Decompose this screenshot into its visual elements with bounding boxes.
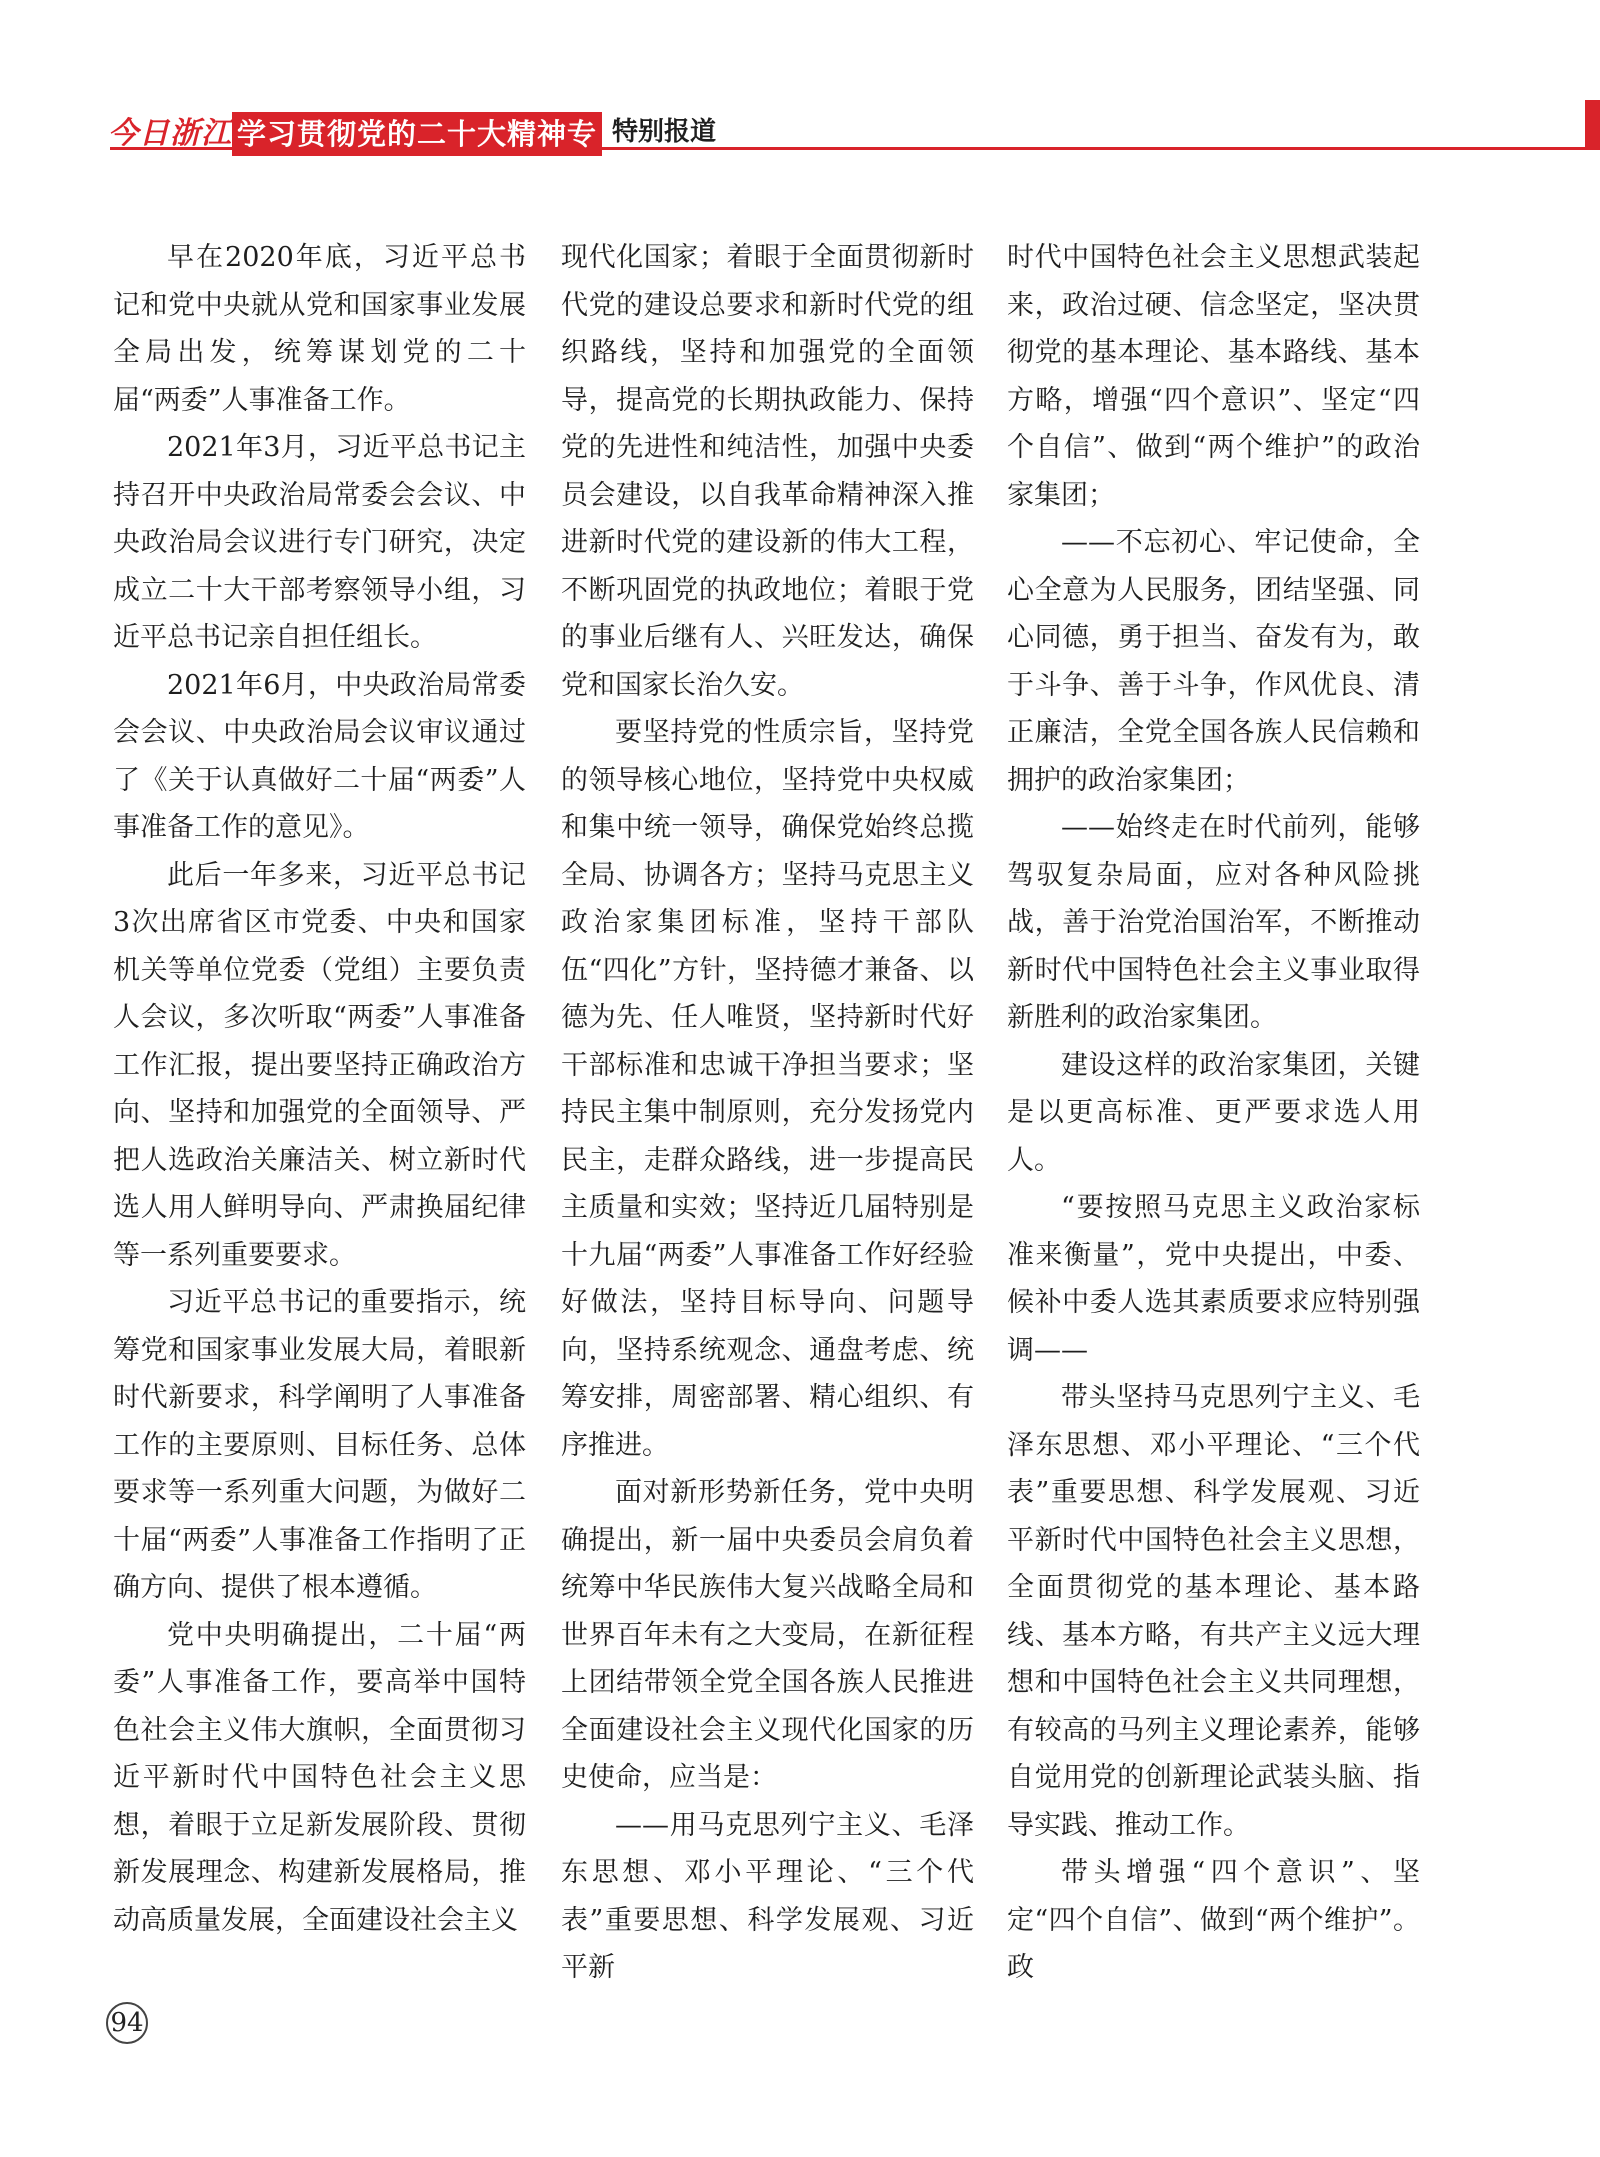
special-issue-banner: 学习贯彻党的二十大精神专辑 [232, 112, 602, 156]
text-column-1 [113, 234, 526, 1944]
paragraph: 习近平总书记的重要指示，统筹党和国家事业发展大局，着眼新时代新要求，科学阐明了人事准备工作的主要原则、目标任务、总体要求等一系列重大问题，为做好二十届“两委”人事准备工作指明了正确方向、提供了根本遵循。 [113, 1287, 526, 1603]
paragraph: 建设这样的政治家集团，关键是以更高标准、更严要求选人用人。 [1007, 1049, 1420, 1176]
paragraph: 面对新形势新任务，党中央明确提出，新一届中央委员会肩负着统筹中华民族伟大复兴战略全局和世界百年未有之大变局，在新征程上团结带领全党全国各族人民推进全面建设社会主义现代化国家的历史使命，应当是： [561, 1477, 974, 1793]
paragraph: 2021年6月，中央政治局常委会会议、中央政治局会议审议通过了《关于认真做好二十届“两委”人事准备工作的意见》。 [113, 669, 526, 843]
text-column-3 [1007, 234, 1420, 1992]
paragraph: 带头坚持马克思列宁主义、毛泽东思想、邓小平理论、“三个代表”重要思想、科学发展观、习近平新时代中国特色社会主义思想，全面贯彻党的基本理论、基本路线、基本方略，有共产主义远大理想和中国特色社会主义共同理想，有较高的马列主义理论素养，能够自觉用党的创新理论武装头脑、指导实践、推动工作。 [1007, 1382, 1420, 1841]
paragraph: 带头增强“四个意识”、坚定“四个自信”、做到“两个维护”。政 [1007, 1857, 1420, 1983]
text-column-2 [561, 234, 974, 1992]
paragraph-continued: 时代中国特色社会主义思想武装起来，政治过硬、信念坚定，坚决贯彻党的基本理论、基本路线、基本方略，增强“四个意识”、坚定“四个自信”、做到“两个维护”的政治家集团； [1007, 242, 1420, 511]
paragraph: ——始终走在时代前列，能够驾驭复杂局面，应对各种风险挑战，善于治党治国治军，不断推动新时代中国特色社会主义事业取得新胜利的政治家集团。 [1007, 812, 1420, 1033]
paragraph: 2021年3月，习近平总书记主持召开中央政治局常委会会议、中央政治局会议进行专门研究，决定成立二十大干部考察领导小组，习近平总书记亲自担任组长。 [113, 432, 526, 653]
paragraph: “要按照马克思主义政治家标准来衡量”，党中央提出，中委、候补中委人选其素质要求应特别强调—— [1007, 1192, 1420, 1366]
paragraph: ——用马克思列宁主义、毛泽东思想、邓小平理论、“三个代表”重要思想、科学发展观、习近平新 [561, 1809, 974, 1983]
header-corner-bar [1585, 100, 1600, 150]
paragraph-continued: 现代化国家；着眼于全面贯彻新时代党的建设总要求和新时代党的组织路线，坚持和加强党的全面领导，提高党的长期执政能力、保持党的先进性和纯洁性，加强中央委员会建设，以自我革命精神深入推进新时代党的建设新的伟大工程，不断巩固党的执政地位；着眼于党的事业后继有人、兴旺发达，确保党和国家长治久安。 [561, 242, 974, 701]
paragraph: 此后一年多来，习近平总书记3次出席省区市党委、中央和国家机关等单位党委（党组）主要负责人会议，多次听取“两委”人事准备工作汇报，提出要坚持正确政治方向、坚持和加强党的全面领导、严把人选政治关廉洁关、树立新时代选人用人鲜明导向、严肃换届纪律等一系列重要要求。 [113, 859, 526, 1271]
paragraph: 早在2020年底，习近平总书记和党中央就从党和国家事业发展全局出发，统筹谋划党的二十届“两委”人事准备工作。 [113, 242, 526, 416]
page-number: 94 [106, 2002, 148, 2044]
paragraph: ——不忘初心、牢记使命，全心全意为人民服务，团结坚强、同心同德，勇于担当、奋发有为，敢于斗争、善于斗争，作风优良、清正廉洁，全党全国各族人民信赖和拥护的政治家集团； [1007, 527, 1420, 796]
section-label: 特别报道 [612, 117, 717, 147]
paragraph: 党中央明确提出，二十届“两委”人事准备工作，要高举中国特色社会主义伟大旗帜，全面贯彻习近平新时代中国特色社会主义思想，着眼于立足新发展阶段、贯彻新发展理念、构建新发展格局，推动高质量发展，全面建设社会主义 [113, 1619, 526, 1936]
magazine-logo: 今日浙江 [108, 116, 232, 151]
paragraph: 要坚持党的性质宗旨，坚持党的领导核心地位，坚持党中央权威和集中统一领导，确保党始终总揽全局、协调各方；坚持马克思主义政治家集团标准，坚持干部队伍“四化”方针，坚持德才兼备、以德为先、任人唯贤，坚持新时代好干部标准和忠诚干净担当要求；坚持民主集中制原则，充分发扬党内民主，走群众路线，进一步提高民主质量和实效；坚持近几届特别是十九届“两委”人事准备工作好经验好做法，坚持目标导向、问题导向，坚持系统观念、通盘考虑、统筹安排，周密部署、精心组织、有序推进。 [561, 717, 974, 1461]
